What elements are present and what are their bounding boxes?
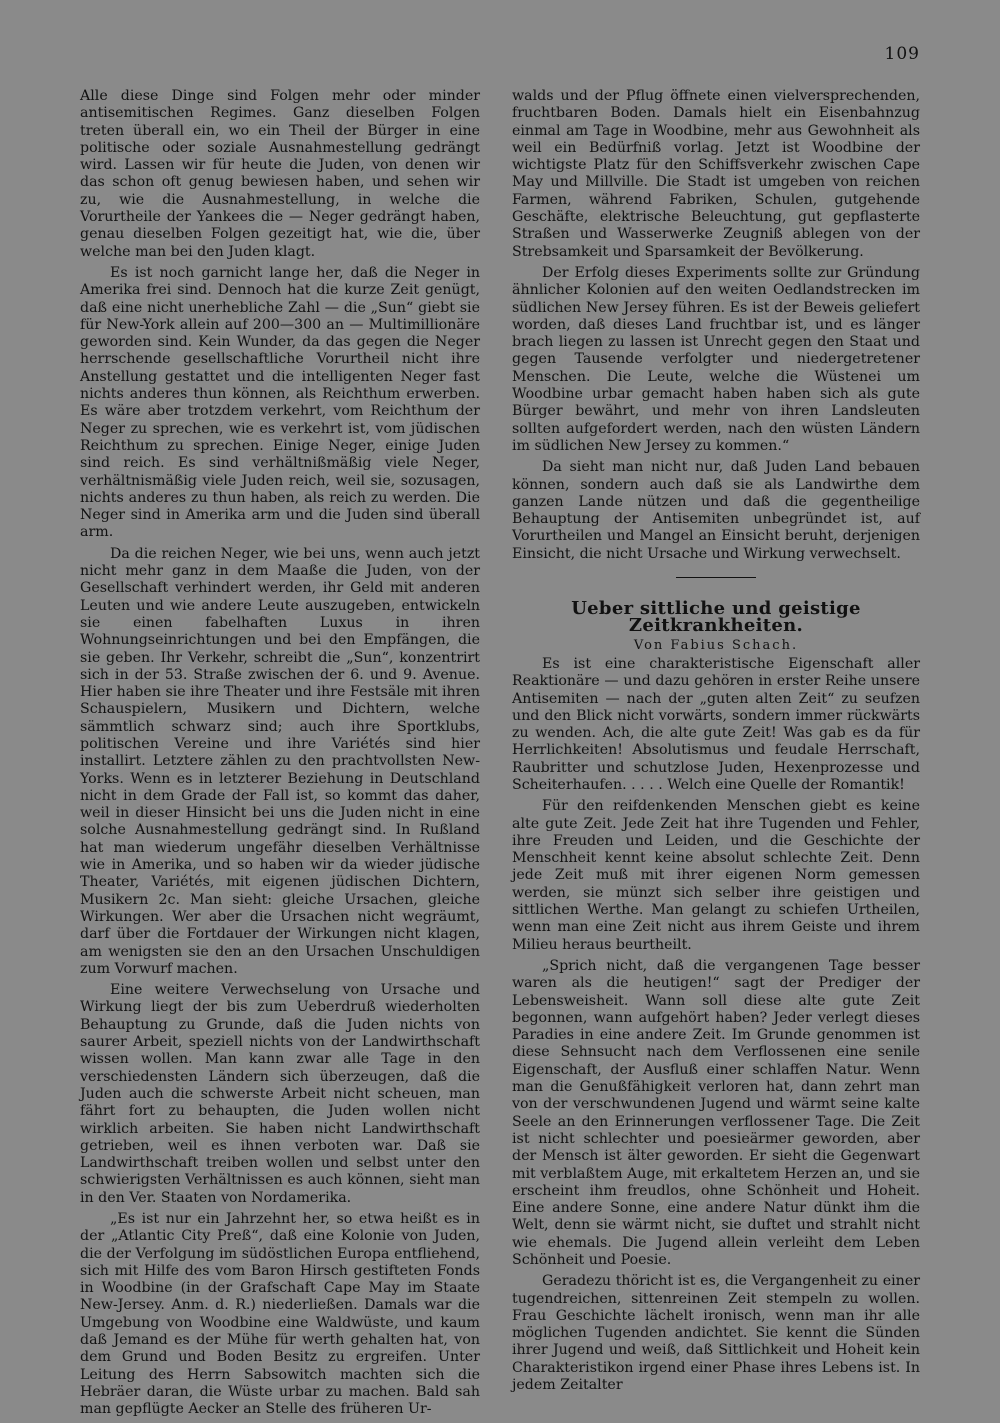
paragraph: Der Erfolg dieses Experiments sollte zur Gründung ähnlicher Kolonien auf den weiten Oedlandstrecken im südlichen New Jersey führen. Es ist der Beweis geliefert worden, daß dieses Land fruchtbar ist, und es länger brach liegen zu lassen ist Unrecht gegen den Staat und gegen Tausende verfolgter und niedergetretener Menschen. Die Leute, welche die Wüstenei um Woodbine urbar gemacht haben haben sich als gute Bürger bewährt, und mehr von ihren Landsleuten sollten aufgefordert werden, nach den wüsten Ländern im südlichen New Jersey zu kommen.“ <box>512 264 920 454</box>
right-column <box>512 88 920 1398</box>
page-number: 109 <box>884 44 920 64</box>
paragraph: Da die reichen Neger, wie bei uns, wenn auch jetzt nicht mehr ganz in dem Maaße die Juden, von der Gesellschaft verhindert werden, ihr Geld mit anderen Leuten und wie andere Leute auszugeben, entwickeln sie einen fabelhaften Luxus in ihren Wohnungseinrichtungen und bei den Empfängen, die sie geben. Ihr Verkehr, schreibt die „Sun“, konzentrirt sich in der 53. Straße zwischen der 6. und 9. Avenue. Hier haben sie ihre Theater und ihre Festsäle mit ihren Schauspielern, Musikern und Dichtern, welche sämmtlich schwarz sind; auch ihre Sportklubs, politischen Vereine und ihre Variétés sind hier installirt. Letztere zählen zu den prachtvollsten New-Yorks. Wenn es in letzterer Beziehung in Deutschland nicht in dem Grade der Fall ist, so kommt das daher, weil in dieser Hinsicht bei uns die Juden nicht in eine solche Ausnahmestellung gedrängt sind. In Rußland hat man wiederum ungefähr dieselben Verhältnisse wie in Amerika, und so haben wir da wieder jüdische Theater, Variétés, mit eigenen jüdischen Dichtern, Musikern 2c. Man sieht: gleiche Ursachen, gleiche Wirkungen. Wer aber die Ursachen nicht wegräumt, darf über die Fortdauer der Wirkungen nicht klagen, am wenigsten sie den an den Ursachen Unschuldigen zum Vorwurf machen. <box>80 545 480 977</box>
paragraph: Da sieht man nicht nur, daß Juden Land bebauen können, sondern auch daß sie als Landwirthe dem ganzen Lande nützen und daß die gegentheilige Behauptung der Antisemiten unbegründet ist, auf Vorurtheilen und Mangel an Einsicht beruht, derjenigen Einsicht, die nicht Ursache und Wirkung verwechselt. <box>512 459 920 562</box>
left-column <box>80 88 480 1423</box>
paragraph: „Sprich nicht, daß die vergangenen Tage besser waren als die heutigen!“ sagt der Prediger der Lebensweisheit. Wann soll diese alte gute Zeit begonnen, wann aufgehört haben? Jeder verlegt dieses Paradies in eine andere Zeit. Im Grunde genommen ist diese Sehnsucht nach dem Verflossenen eine senile Eigenschaft, der Ausfluß einer schlaffen Natur. Wenn man die Genußfähigkeit verloren hat, dann zehrt man von der verschwundenen Jugend und wärmt seine kalte Seele an den Erinnerungen verflossener Tage. Die Zeit ist nicht schlechter und poesieärmer geworden, aber der Mensch ist älter geworden. Er sieht die Gegenwart mit verblaßtem Auge, mit erkaltetem Herzen an, und sie erscheint ihm freudlos, ohne Schönheit und Hoheit. Eine andere Sonne, eine andere Natur dünkt ihm die Welt, denn sie wärmt nicht, sie duftet und strahlt nicht wie ehemals. Die Jugend allein verleiht dem Leben Schönheit und Poesie. <box>512 957 920 1268</box>
article-title: Ueber sittliche und geistige Zeitkrankheiten. <box>571 598 861 637</box>
paragraph: Es ist noch garnicht lange her, daß die Neger in Amerika frei sind. Dennoch hat die kurze Zeit genügt, daß eine nicht unerhebliche Zahl — die „Sun“ giebt sie für New-York allein auf 200—300 an — Multimillionäre geworden sind. Kein Wunder, da das gegen die Neger herrschende gesellschaftliche Vorurtheil nicht ihre Anstellung gestattet und die intelligenten Neger fast nichts anderes thun können, als Reichthum erwerben. Es wäre aber trotzdem verkehrt, vom Reichthum der Neger zu sprechen, wie es verkehrt ist, vom jüdischen Reichthum zu sprechen. Einige Neger, einige Juden sind reich. Es sind verhältnißmäßig viele Neger, verhältnismäßig viele Juden reich, weil sie, sozusagen, nichts anderes zu thun haben, als reich zu werden. Die Neger sind in Amerika arm und die Juden sind überall arm. <box>80 264 480 541</box>
paragraph: Für den reifdenkenden Menschen giebt es keine alte gute Zeit. Jede Zeit hat ihre Tugenden und Fehler, ihre Freuden und Leiden, und die Geschichte der Menschheit kennt keine absolut schlechte Zeit. Denn jede Zeit muß mit ihrer eigenen Norm gemessen werden, sie münzt sich selber ihre geistigen und sittlichen Werthe. Man gelangt zu schiefen Urtheilen, wenn man eine Zeit nicht aus ihrem Geiste und ihrem Milieu heraus beurtheilt. <box>512 798 920 953</box>
section-divider <box>676 577 756 578</box>
paragraph: Alle diese Dinge sind Folgen mehr oder minder antisemitischen Regimes. Ganz dieselben Folgen treten überall ein, wo ein Theil der Bürger in eine politische oder soziale Ausnahmestellung gedrängt wird. Lassen wir für heute die Juden, von denen wir das schon oft genug bewiesen haben, und sehen wir zu, wie die Ausnahmestellung, in welche die Vorurtheile der Yankees die — Neger gedrängt haben, genau dieselben Folgen gezeitigt hat, wie die, über welche man bei den Juden klagt. <box>80 88 480 260</box>
paragraph: Eine weitere Verwechselung von Ursache und Wirkung liegt der bis zum Ueberdruß wiederholten Behauptung zu Grunde, daß die Juden nichts von saurer Arbeit, speziell nichts von der Landwirthschaft wissen wollen. Man kann zwar alle Tage in den verschiedensten Ländern sich überzeugen, daß die Juden auch die schwerste Arbeit nicht scheuen, man fährt fort zu behaupten, die Juden wollen nicht wirklich arbeiten. Sie haben nicht Landwirthschaft getrieben, weil es ihnen verboten war. Daß sie Landwirthschaft treiben wollen und selbst unter den schwierigsten Verhältnissen es auch können, sieht man in den Ver. Staaten von Nordamerika. <box>80 982 480 1206</box>
paragraph: „Es ist nur ein Jahrzehnt her, so etwa heißt es in der „Atlantic City Preß“, daß eine Kolonie von Juden, die der Verfolgung im südöstlichen Europa entfliehend, sich mit Hilfe des vom Baron Hirsch gestifteten Fonds in Woodbine (in der Grafschaft Cape May im Staate New-Jersey. Anm. d. R.) niederließen. Damals war die Umgebung von Woodbine eine Waldwüste, und kaum daß Jemand es der Mühe für werth gehalten hat, von dem Grund und Boden Besitz zu ergreifen. Unter Leitung des Herrn Sabsowitch machten sich die Hebräer daran, die Wüste urbar zu machen. Bald sah man gepflügte Aecker an Stelle des früheren Ur- <box>80 1211 480 1418</box>
paragraph: Geradezu thöricht ist es, die Vergangenheit zu einer tugendreichen, sittenreinen Zeit stempeln zu wollen. Frau Geschichte lächelt ironisch, wenn man ihr alle möglichen Tugenden andichtet. Sie kennt die Sünden ihrer Jugend und weiß, daß Sittlichkeit und Hoheit kein Charakteristikon irgend einer Phase ihres Lebens ist. In jedem Zeitalter <box>512 1273 920 1394</box>
article-byline: Von Fabius Schach. <box>633 637 799 653</box>
paragraph: Es ist eine charakteristische Eigenschaft aller Reaktionäre — und dazu gehören in erster Reihe unsere Antisemiten — nach der „guten alten Zeit“ zu seufzen und den Blick nicht vorwärts, sondern immer rückwärts zu wenden. Ach, die alte gute Zeit! Was gab es da für Herrlichkeiten! Absolutismus und feudale Herrschaft, Raubritter und schutzlose Juden, Hexenprozesse und Scheiterhaufen. . . . . Welch eine Quelle der Romantik! <box>512 655 920 793</box>
paragraph: walds und der Pflug öffnete einen vielversprechenden, fruchtbaren Boden. Damals hielt ein Eisenbahnzug einmal am Tage in Woodbine, mehr aus Gewohnheit als weil ein Bedürfniß vorlag. Jetzt ist Woodbine der wichtigste Platz für den Schiffsverkehr zwischen Cape May und Millville. Die Stadt ist umgeben von reichen Farmen, während Fabriken, Schulen, gutgehende Geschäfte, elektrische Beleuchtung, gut gepflasterte Straßen und Wasserwerke Zeugniß ablegen von der Strebsamkeit und Sparsamkeit der Bevölkerung. <box>512 88 920 260</box>
